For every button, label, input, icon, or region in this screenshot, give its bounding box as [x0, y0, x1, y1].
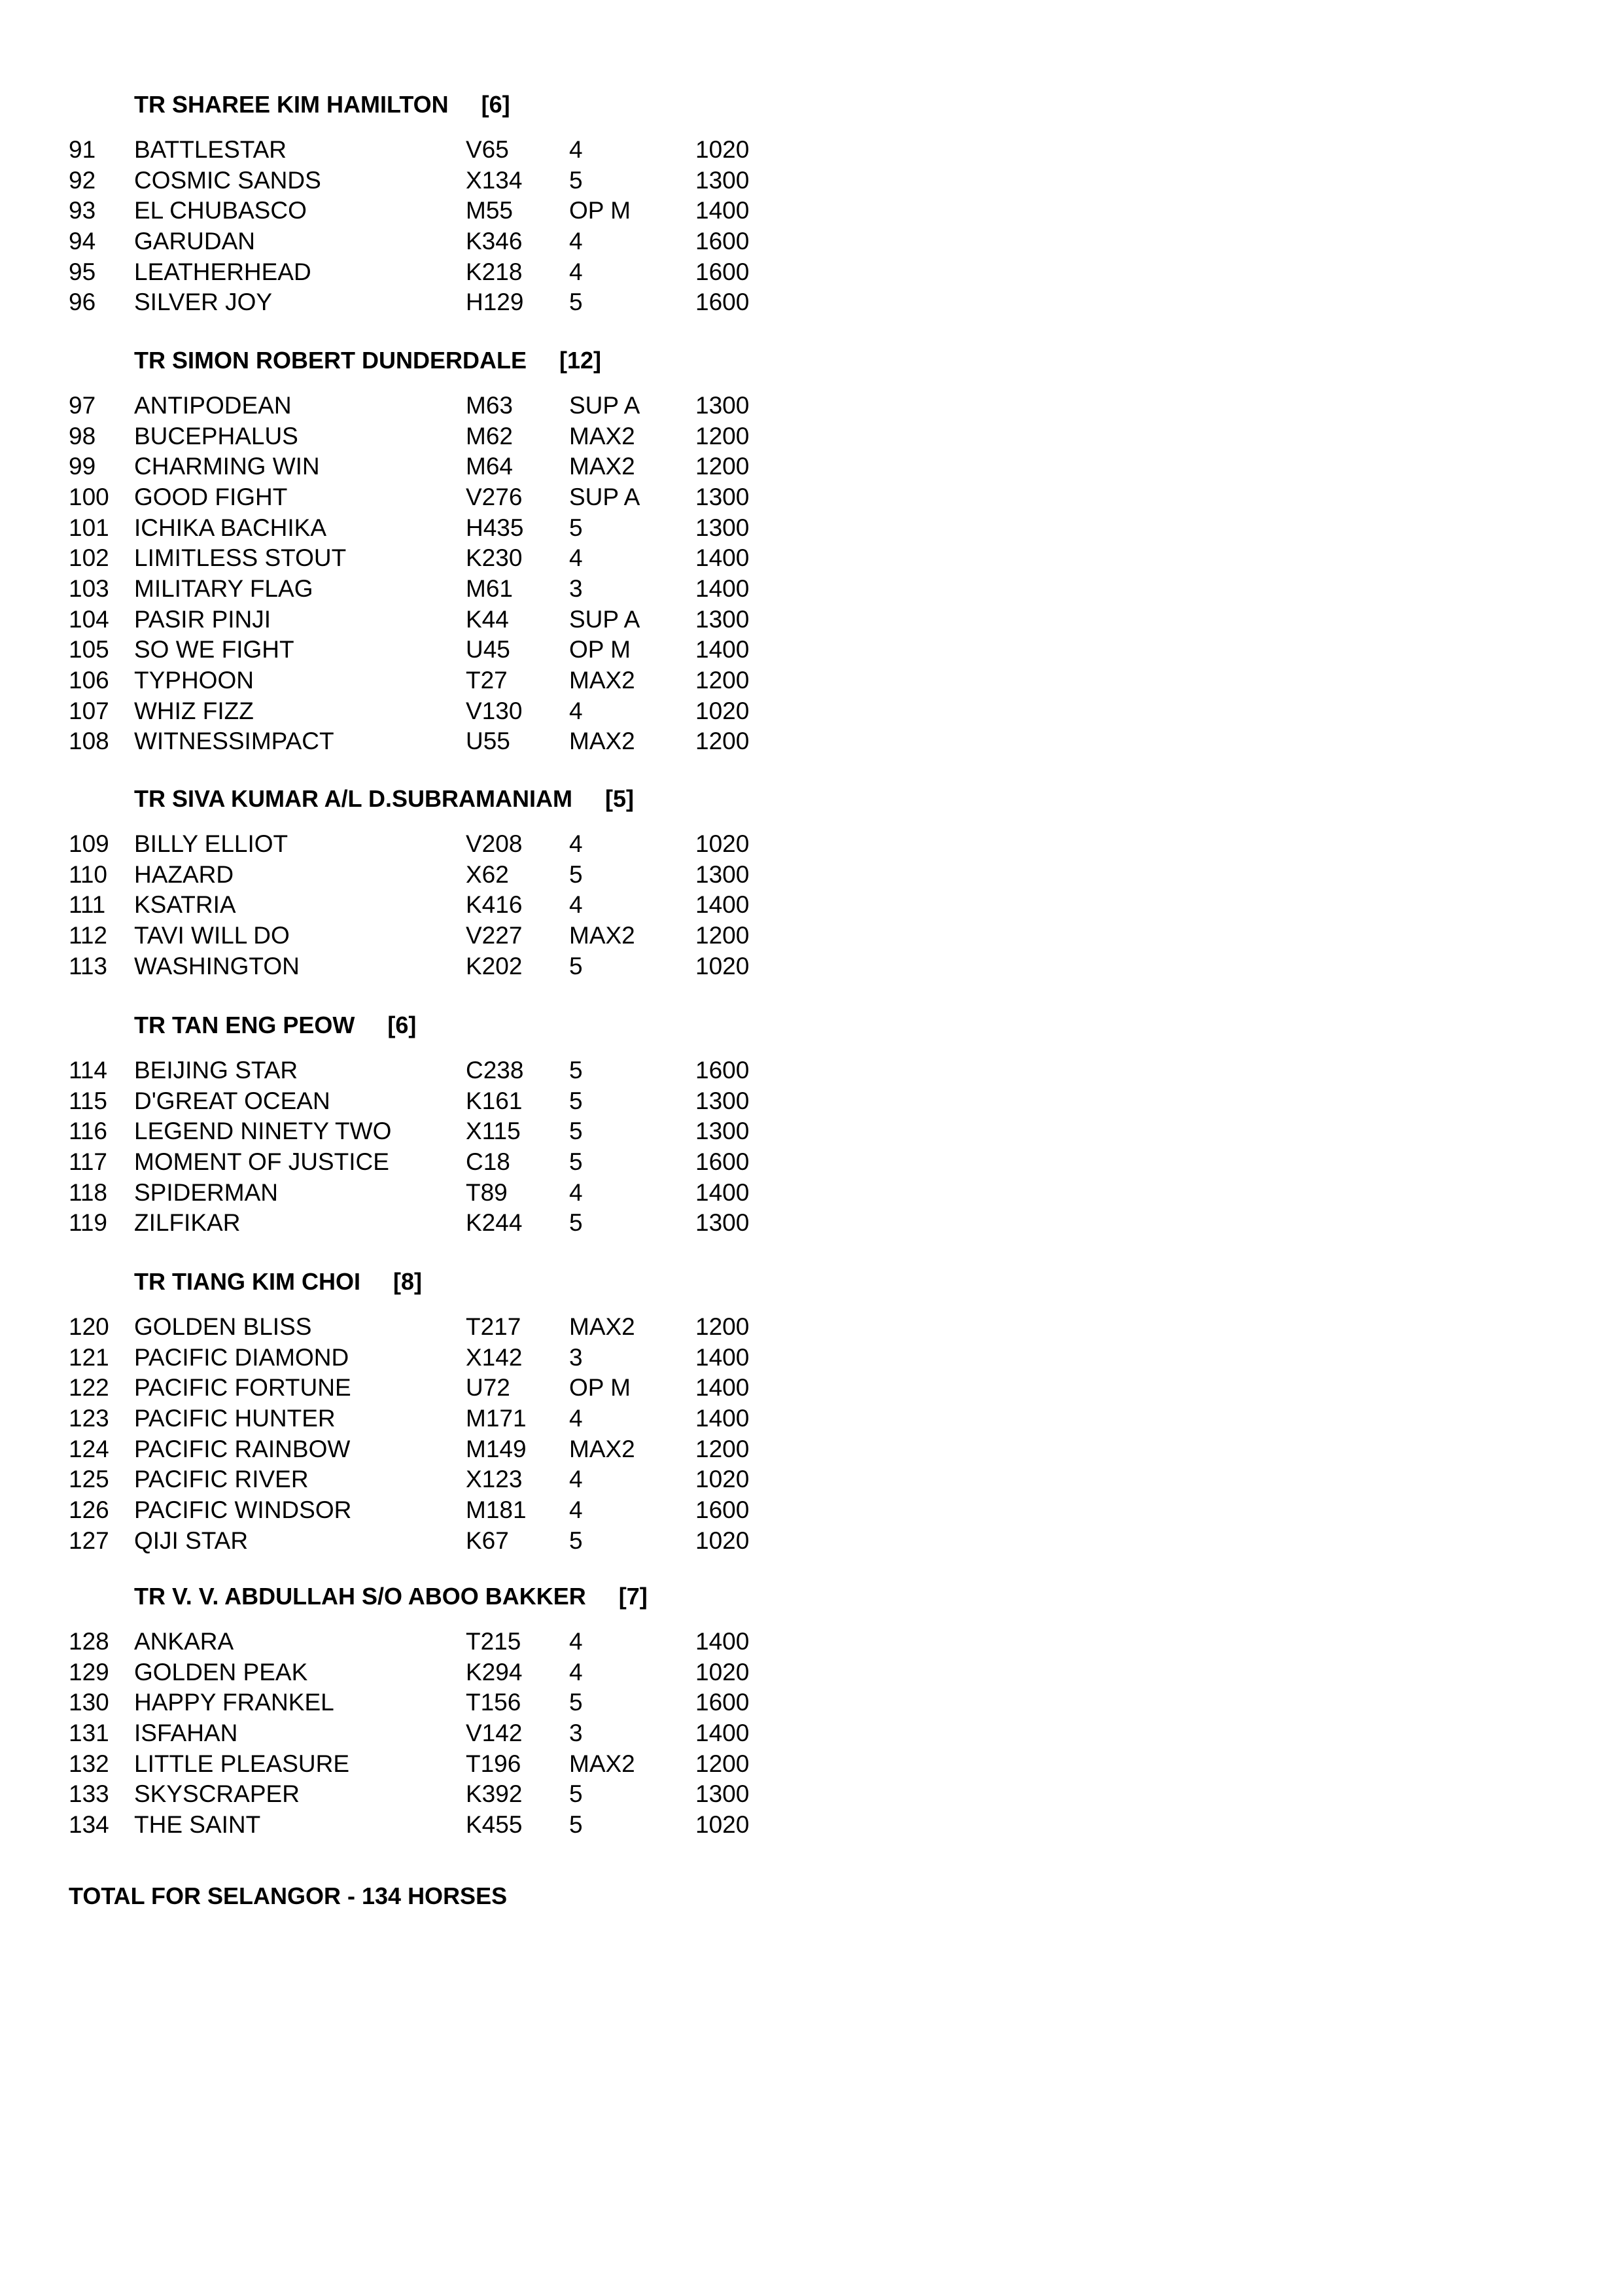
horse-code: U55: [466, 728, 510, 755]
horse-row: [0, 1116, 850, 1146]
horse-number: 98: [69, 422, 96, 450]
horse-code: T196: [466, 1750, 521, 1777]
horse-code: V227: [466, 922, 523, 949]
horse-distance: 1020: [695, 1810, 750, 1838]
horse-name: GOLDEN BLISS: [134, 1313, 312, 1340]
horse-row: [0, 226, 850, 256]
horse-distance: 1600: [695, 1057, 750, 1084]
horse-count: [6]: [387, 1012, 417, 1038]
horse-distance: 1400: [695, 1374, 750, 1402]
horse-code: K218: [466, 258, 523, 285]
horse-number: 122: [69, 1374, 109, 1402]
horse-number: 95: [69, 258, 96, 285]
horse-name: HAZARD: [134, 860, 234, 888]
horse-class: 5: [569, 1057, 583, 1084]
horse-row: [0, 665, 850, 696]
horse-class: 5: [569, 514, 583, 541]
horse-number: 105: [69, 636, 109, 663]
horse-class: 5: [569, 1527, 583, 1554]
horse-class: 5: [569, 952, 583, 980]
horse-row: [0, 1810, 850, 1840]
horse-name: PACIFIC HUNTER: [134, 1404, 336, 1432]
horse-number: 106: [69, 666, 109, 694]
trainer-header: [134, 92, 510, 118]
horse-name: LEGEND NINETY TWO: [134, 1118, 392, 1145]
horse-distance: 1020: [695, 1466, 750, 1493]
horse-name: MILITARY FLAG: [134, 574, 313, 602]
horse-distance: 1200: [695, 453, 750, 480]
horse-row: [0, 421, 850, 451]
horse-row: [0, 1495, 850, 1525]
horse-code: X62: [466, 860, 509, 888]
horse-name: COSMIC SANDS: [134, 166, 321, 194]
horse-distance: 1600: [695, 1496, 750, 1523]
horse-distance: 1300: [695, 860, 750, 888]
horse-number: 125: [69, 1466, 109, 1493]
horse-code: K294: [466, 1658, 523, 1686]
horse-row: [0, 1627, 850, 1657]
horse-class: SUP A: [569, 605, 640, 633]
horse-number: 119: [69, 1209, 107, 1237]
horse-number: 96: [69, 289, 96, 316]
horse-number: 104: [69, 605, 109, 633]
horse-count: [6]: [481, 91, 510, 118]
horse-number: 117: [69, 1148, 107, 1175]
horse-class: 5: [569, 1689, 583, 1716]
horse-number: 102: [69, 544, 109, 572]
horse-number: 116: [69, 1118, 107, 1145]
horse-name: D'GREAT OCEAN: [134, 1087, 330, 1114]
trainer-header: [134, 1269, 422, 1295]
horse-code: X115: [466, 1118, 521, 1145]
horse-row: [0, 605, 850, 635]
horse-row: [0, 287, 850, 317]
horse-class: MAX2: [569, 728, 635, 755]
total-summary: TOTAL FOR SELANGOR - 134 HORSES: [69, 1882, 508, 1909]
horse-class: 5: [569, 1087, 583, 1114]
horse-class: 4: [569, 136, 583, 163]
horse-name: SO WE FIGHT: [134, 636, 294, 663]
trainer-name: TR SIVA KUMAR A/L D.SUBRAMANIAM: [134, 785, 572, 812]
horse-row: [0, 135, 850, 165]
horse-number: 99: [69, 453, 96, 480]
horse-name: SPIDERMAN: [134, 1178, 278, 1206]
horse-number: 123: [69, 1404, 109, 1432]
horse-distance: 1020: [695, 136, 750, 163]
horse-class: MAX2: [569, 1750, 635, 1777]
horse-code: K202: [466, 952, 523, 980]
horse-class: MAX2: [569, 1313, 635, 1340]
horse-distance: 1020: [695, 697, 750, 724]
horse-code: M171: [466, 1404, 527, 1432]
horse-number: 118: [69, 1178, 107, 1206]
horse-name: SKYSCRAPER: [134, 1780, 300, 1808]
horse-distance: 1600: [695, 258, 750, 285]
horse-distance: 1400: [695, 544, 750, 572]
horse-class: MAX2: [569, 922, 635, 949]
horse-code: T27: [466, 666, 508, 694]
horse-code: T89: [466, 1178, 508, 1206]
horse-distance: 1200: [695, 1435, 750, 1462]
horse-code: M149: [466, 1435, 527, 1462]
horse-class: 4: [569, 697, 583, 724]
horse-row: [0, 1178, 850, 1208]
horse-distance: 1600: [695, 227, 750, 255]
horse-code: M63: [466, 392, 513, 419]
horse-class: 4: [569, 227, 583, 255]
horse-number: 115: [69, 1087, 107, 1114]
horse-class: SUP A: [569, 392, 640, 419]
horse-name: TAVI WILL DO: [134, 922, 290, 949]
horse-name: WHIZ FIZZ: [134, 697, 254, 724]
horse-name: CHARMING WIN: [134, 453, 320, 480]
horse-class: SUP A: [569, 484, 640, 510]
horse-code: T217: [466, 1313, 521, 1340]
horse-name: WASHINGTON: [134, 952, 300, 980]
horse-row: [0, 166, 850, 196]
horse-row: [0, 1147, 850, 1177]
horse-count: [8]: [393, 1268, 422, 1295]
horse-class: 3: [569, 574, 583, 602]
horse-distance: 1400: [695, 1719, 750, 1746]
horse-count: [12]: [559, 347, 602, 374]
horse-number: 128: [69, 1628, 109, 1655]
horse-class: MAX2: [569, 422, 635, 450]
horse-class: MAX2: [569, 453, 635, 480]
horse-number: 91: [69, 136, 96, 163]
horse-code: M55: [466, 197, 513, 224]
horse-name: LITTLE PLEASURE: [134, 1750, 350, 1777]
horse-row: [0, 1434, 850, 1464]
horse-distance: 1200: [695, 728, 750, 755]
horse-name: PASIR PINJI: [134, 605, 271, 633]
horse-code: M61: [466, 574, 513, 602]
horse-distance: 1020: [695, 830, 750, 857]
horse-distance: 1400: [695, 636, 750, 663]
horse-number: 92: [69, 166, 96, 194]
horse-name: GARUDAN: [134, 227, 256, 255]
horse-distance: 1300: [695, 1087, 750, 1114]
horse-class: 5: [569, 1810, 583, 1838]
horse-name: KSATRIA: [134, 891, 236, 919]
horse-code: K44: [466, 605, 509, 633]
horse-class: 4: [569, 1658, 583, 1686]
trainer-name: TR TAN ENG PEOW: [134, 1012, 355, 1038]
horse-distance: 1020: [695, 1658, 750, 1686]
horse-class: 4: [569, 891, 583, 919]
horse-name: BEIJING STAR: [134, 1057, 298, 1084]
horse-class: 3: [569, 1343, 583, 1371]
horse-code: K346: [466, 227, 523, 255]
horse-code: K67: [466, 1527, 509, 1554]
horse-class: 3: [569, 1719, 583, 1746]
horse-row: [0, 1208, 850, 1238]
horse-name: PACIFIC WINDSOR: [134, 1496, 352, 1523]
horse-name: QIJI STAR: [134, 1527, 249, 1554]
horse-code: M62: [466, 422, 513, 450]
horse-class: 4: [569, 1628, 583, 1655]
horse-distance: 1600: [695, 1689, 750, 1716]
trainer-name: TR V. V. ABDULLAH S/O ABOO BAKKER: [134, 1583, 586, 1610]
horse-number: 114: [69, 1057, 107, 1084]
horse-name: PACIFIC RAINBOW: [134, 1435, 351, 1462]
horse-distance: 1020: [695, 952, 750, 980]
horse-code: C18: [466, 1148, 510, 1175]
horse-number: 134: [69, 1810, 109, 1838]
horse-class: OP M: [569, 197, 631, 224]
horse-number: 108: [69, 728, 109, 755]
horse-distance: 1020: [695, 1527, 750, 1554]
horse-row: [0, 829, 850, 859]
horse-class: 4: [569, 1404, 583, 1432]
horse-code: V142: [466, 1719, 523, 1746]
horse-name: ANKARA: [134, 1628, 234, 1655]
horse-row: [0, 1086, 850, 1116]
horse-count: [5]: [604, 785, 634, 812]
horse-class: 4: [569, 258, 583, 285]
horse-code: K455: [466, 1810, 523, 1838]
horse-row: [0, 257, 850, 287]
horse-number: 107: [69, 697, 109, 724]
horse-number: 101: [69, 514, 109, 541]
horse-distance: 1600: [695, 289, 750, 316]
horse-distance: 1400: [695, 1404, 750, 1432]
horse-row: [0, 696, 850, 726]
horse-class: 4: [569, 1496, 583, 1523]
horse-code: T215: [466, 1628, 521, 1655]
horse-row: [0, 860, 850, 890]
horse-code: V276: [466, 484, 523, 510]
horse-class: 5: [569, 860, 583, 888]
horse-name: BUCEPHALUS: [134, 422, 298, 450]
horse-name: PACIFIC DIAMOND: [134, 1343, 349, 1371]
horse-row: [0, 635, 850, 665]
horse-class: 4: [569, 544, 583, 572]
horse-row: [0, 1749, 850, 1779]
horse-row: [0, 890, 850, 920]
horse-number: 111: [69, 891, 106, 919]
horse-name: ZILFIKAR: [134, 1209, 241, 1237]
horse-code: K161: [466, 1087, 523, 1114]
horse-code: H129: [466, 289, 524, 316]
horse-distance: 1300: [695, 392, 750, 419]
trainer-header: [134, 1012, 416, 1038]
horse-number: 121: [69, 1343, 109, 1371]
horse-row: [0, 951, 850, 981]
horse-row: [0, 543, 850, 573]
horse-row: [0, 513, 850, 543]
horse-row: [0, 1718, 850, 1748]
horse-class: 4: [569, 1466, 583, 1493]
horse-code: K244: [466, 1209, 523, 1237]
horse-class: OP M: [569, 636, 631, 663]
trainer-name: TR SHAREE KIM HAMILTON: [134, 91, 449, 118]
horse-code: X123: [466, 1466, 523, 1493]
horse-class: MAX2: [569, 666, 635, 694]
horse-distance: 1200: [695, 422, 750, 450]
horse-class: 5: [569, 166, 583, 194]
horse-class: OP M: [569, 1374, 631, 1402]
horse-distance: 1400: [695, 1343, 750, 1371]
horse-code: X134: [466, 166, 523, 194]
horse-number: 103: [69, 574, 109, 602]
horse-distance: 1300: [695, 1118, 750, 1145]
horse-code: T156: [466, 1689, 521, 1716]
horse-name: ISFAHAN: [134, 1719, 238, 1746]
horse-code: K230: [466, 544, 523, 572]
horse-number: 127: [69, 1527, 109, 1554]
trainer-name: TR TIANG KIM CHOI: [134, 1268, 360, 1295]
horse-code: K392: [466, 1780, 523, 1808]
horse-count: [7]: [618, 1583, 648, 1610]
horse-distance: 1400: [695, 891, 750, 919]
horse-code: U72: [466, 1374, 510, 1402]
horse-number: 110: [69, 860, 107, 888]
horse-code: U45: [466, 636, 510, 663]
horse-class: 5: [569, 1148, 583, 1175]
horse-row: [0, 1657, 850, 1687]
horse-code: K416: [466, 891, 523, 919]
horse-row: [0, 451, 850, 482]
horse-distance: 1300: [695, 605, 750, 633]
horse-number: 113: [69, 952, 107, 980]
horse-number: 131: [69, 1719, 109, 1746]
horse-name: LIMITLESS STOUT: [134, 544, 347, 572]
horse-row: [0, 1343, 850, 1373]
horse-number: 120: [69, 1313, 109, 1340]
horse-row: [0, 1312, 850, 1342]
horse-distance: 1400: [695, 574, 750, 602]
trainer-name: TR SIMON ROBERT DUNDERDALE: [134, 347, 527, 374]
horse-number: 126: [69, 1496, 109, 1523]
horse-row: [0, 196, 850, 226]
horse-row: [0, 726, 850, 756]
horse-name: PACIFIC RIVER: [134, 1466, 309, 1493]
horse-number: 97: [69, 392, 96, 419]
horse-distance: 1300: [695, 1209, 750, 1237]
horse-distance: 1300: [695, 484, 750, 510]
horse-distance: 1300: [695, 1780, 750, 1808]
horse-distance: 1200: [695, 1313, 750, 1340]
horse-row: [0, 921, 850, 951]
horse-number: 130: [69, 1689, 109, 1716]
horse-name: MOMENT OF JUSTICE: [134, 1148, 389, 1175]
horse-number: 109: [69, 830, 109, 857]
horse-number: 94: [69, 227, 96, 255]
horse-name: HAPPY FRANKEL: [134, 1689, 334, 1716]
horse-distance: 1300: [695, 166, 750, 194]
horse-number: 112: [69, 922, 107, 949]
horse-number: 93: [69, 197, 96, 224]
horse-name: ANTIPODEAN: [134, 392, 292, 419]
horse-code: H435: [466, 514, 524, 541]
horse-code: M64: [466, 453, 513, 480]
horse-name: ICHIKA BACHIKA: [134, 514, 327, 541]
horse-row: [0, 1404, 850, 1434]
horse-row: [0, 1373, 850, 1403]
horse-code: V208: [466, 830, 523, 857]
horse-class: MAX2: [569, 1435, 635, 1462]
horse-class: 5: [569, 1118, 583, 1145]
horse-distance: 1600: [695, 1148, 750, 1175]
horse-distance: 1200: [695, 1750, 750, 1777]
horse-class: 4: [569, 830, 583, 857]
horse-name: EL CHUBASCO: [134, 197, 307, 224]
horse-number: 129: [69, 1658, 109, 1686]
horse-code: M181: [466, 1496, 527, 1523]
horse-distance: 1400: [695, 1628, 750, 1655]
horse-row: [0, 391, 850, 421]
horse-row: [0, 1464, 850, 1494]
horse-distance: 1200: [695, 922, 750, 949]
horse-number: 133: [69, 1780, 109, 1808]
horse-name: SILVER JOY: [134, 289, 273, 316]
horse-row: [0, 1779, 850, 1809]
horse-code: X142: [466, 1343, 523, 1371]
horse-row: [0, 1055, 850, 1086]
trainer-header: [134, 1583, 648, 1610]
horse-name: BATTLESTAR: [134, 136, 287, 163]
trainer-header: [134, 347, 601, 374]
horse-distance: 1200: [695, 666, 750, 694]
horse-distance: 1400: [695, 197, 750, 224]
horse-code: C238: [466, 1057, 524, 1084]
horse-name: THE SAINT: [134, 1810, 261, 1838]
horse-number: 100: [69, 484, 109, 510]
horse-name: PACIFIC FORTUNE: [134, 1374, 351, 1402]
horse-code: V65: [466, 136, 509, 163]
horse-name: GOOD FIGHT: [134, 484, 288, 510]
horse-row: [0, 1526, 850, 1556]
horse-name: GOLDEN PEAK: [134, 1658, 308, 1686]
horse-row: [0, 482, 850, 512]
horse-class: 5: [569, 1780, 583, 1808]
horse-distance: 1300: [695, 514, 750, 541]
trainer-header: [134, 786, 634, 812]
horse-class: 5: [569, 289, 583, 316]
horse-distance: 1400: [695, 1178, 750, 1206]
horse-number: 124: [69, 1435, 109, 1462]
horse-name: BILLY ELLIOT: [134, 830, 288, 857]
horse-class: 4: [569, 1178, 583, 1206]
horse-name: TYPHOON: [134, 666, 254, 694]
horse-code: V130: [466, 697, 523, 724]
horse-name: LEATHERHEAD: [134, 258, 311, 285]
horse-row: [0, 1687, 850, 1718]
horse-row: [0, 574, 850, 604]
horse-name: WITNESSIMPACT: [134, 728, 334, 755]
horse-number: 132: [69, 1750, 109, 1777]
horse-class: 5: [569, 1209, 583, 1237]
